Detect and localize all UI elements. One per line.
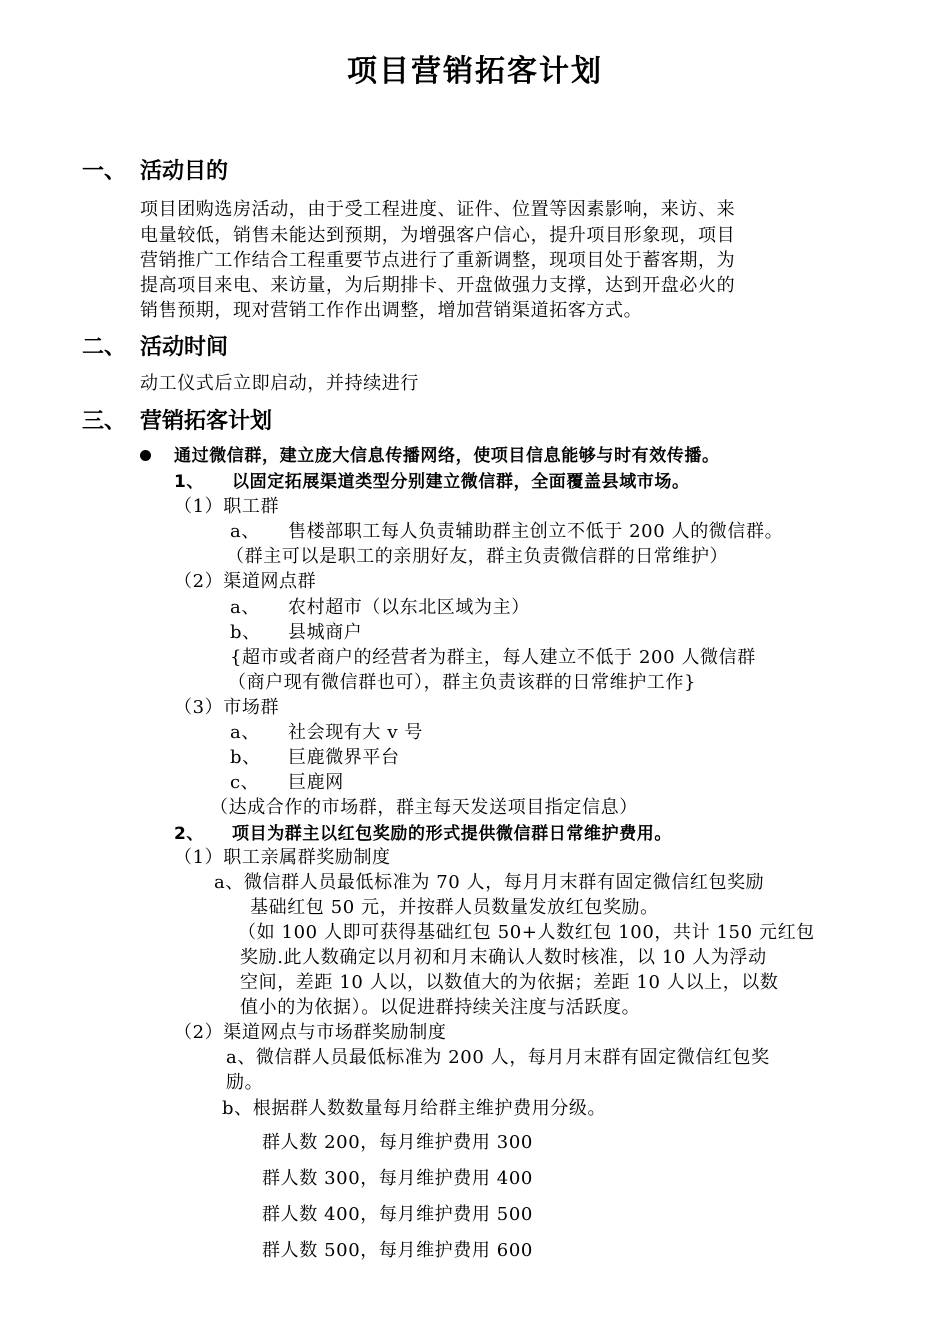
- note-text: （达成合作的市场群，群主每天发送项目指定信息）: [210, 797, 638, 818]
- list-item-label: a、: [230, 521, 260, 542]
- paragraph-line: 基础红包 50 元，并按群人员数量发放红包奖励。: [250, 897, 659, 918]
- list-item: [230, 771, 344, 795]
- item-text: 以固定拓展渠道类型分别建立微信群，全面覆盖县域市场。: [232, 472, 690, 492]
- numbered-item-1: [174, 470, 690, 494]
- subsection-label: （1）职工群: [174, 496, 280, 517]
- list-item-text: 县城商户: [288, 622, 363, 643]
- note-text: {超市或者商户的经营者为群主，每人建立不低于 200 人微信群: [230, 647, 756, 668]
- section-title: 营销拓客计划: [140, 409, 273, 434]
- note-text: （群主可以是职工的亲朋好友，群主负责微信群的日常维护）: [226, 546, 729, 567]
- item-text: 项目为群主以红包奖励的形式提供微信群日常维护费用。: [232, 824, 672, 844]
- paragraph-line: a、微信群人员最低标准为 200 人，每月月末群有固定微信红包奖: [226, 1047, 770, 1068]
- fee-tier: 群人数 500，每月维护费用 600: [262, 1240, 533, 1261]
- paragraph-line: 提高项目来电、来访量，为后期排卡、开盘做强力支撑，达到开盘必火的: [140, 275, 736, 296]
- list-item-text: 社会现有大 v 号: [288, 722, 424, 743]
- section-number: 二、: [82, 335, 127, 360]
- subsection-label: （1）职工亲属群奖励制度: [174, 847, 391, 868]
- list-item-text: 售楼部职工每人负责辅助群主创立不低于 200 人的微信群。: [288, 521, 784, 542]
- list-item-label: b、: [230, 622, 261, 643]
- fee-tier: 群人数 400，每月维护费用 500: [262, 1204, 533, 1225]
- paragraph-line: b、根据群人数数量每月给群主维护费用分级。: [222, 1098, 607, 1119]
- note-line: 奖励.此人数确定以月初和月末确认人数时核准，以 10 人为浮动: [240, 947, 767, 968]
- list-item-label: b、: [230, 747, 261, 768]
- page-title: 项目营销拓客计划: [347, 54, 603, 89]
- section-title: 活动目的: [140, 159, 229, 184]
- subsection-label: （2）渠道网点群: [174, 571, 317, 592]
- paragraph-line: a、微信群人员最低标准为 70 人，每月月末群有固定微信红包奖励: [214, 872, 765, 893]
- list-item: [230, 596, 530, 620]
- note-text: （商户现有微信群也可），群主负责该群的日常维护工作}: [228, 672, 697, 693]
- list-item: [230, 721, 423, 745]
- list-item-label: a、: [230, 722, 260, 743]
- section-title: 活动时间: [140, 335, 229, 360]
- list-item-text: 巨鹿网: [288, 772, 344, 793]
- section-number: 三、: [82, 409, 127, 434]
- paragraph-line: 销售预期，现对营销工作作出调整，增加营销渠道拓客方式。: [140, 300, 643, 321]
- list-item: [230, 520, 783, 544]
- list-item: [230, 621, 362, 645]
- list-item-label: a、: [230, 597, 260, 618]
- section-heading-3: [82, 408, 272, 436]
- section-heading-1: [82, 158, 228, 186]
- paragraph-line: 动工仪式后立即启动，并持续进行: [140, 373, 419, 394]
- paragraph-line: 营销推广工作结合工程重要节点进行了重新调整，现项目处于蓄客期，为: [140, 250, 736, 271]
- item-number: 2、: [174, 824, 205, 844]
- list-item-text: 巨鹿微界平台: [288, 747, 400, 768]
- section-heading-2: [82, 334, 228, 362]
- section-number: 一、: [82, 159, 127, 184]
- list-item-text: 农村超市（以东北区域为主）: [288, 597, 530, 618]
- bullet-dot-icon: [140, 450, 151, 461]
- paragraph-line: 电量较低，销售未能达到预期，为增强客户信心，提升项目形象现，项目: [140, 225, 736, 246]
- note-line: （如 100 人即可获得基础红包 50+人数红包 100，共计 150 元红包: [238, 922, 815, 943]
- item-number: 1、: [174, 472, 205, 492]
- paragraph-line: 励。: [226, 1072, 264, 1093]
- subsection-label: （3）市场群: [174, 697, 280, 718]
- note-line: 空间，差距 10 人以，以数值大的为依据；差距 10 人以上，以数: [240, 972, 779, 993]
- list-item-label: c、: [230, 772, 260, 793]
- fee-tier: 群人数 300，每月维护费用 400: [262, 1168, 533, 1189]
- fee-tier: 群人数 200，每月维护费用 300: [262, 1132, 533, 1153]
- paragraph-line: 项目团购选房活动，由于受工程进度、证件、位置等因素影响，来访、来: [140, 199, 736, 220]
- bullet-text: 通过微信群，建立庞大信息传播网络，使项目信息能够与时有效传播。: [174, 446, 720, 466]
- list-item: [230, 746, 400, 770]
- note-line: 值小的为依据）。以促进群持续关注度与活跃度。: [240, 997, 641, 1018]
- subsection-label: （2）渠道网点与市场群奖励制度: [174, 1022, 447, 1043]
- numbered-item-2: [174, 822, 672, 846]
